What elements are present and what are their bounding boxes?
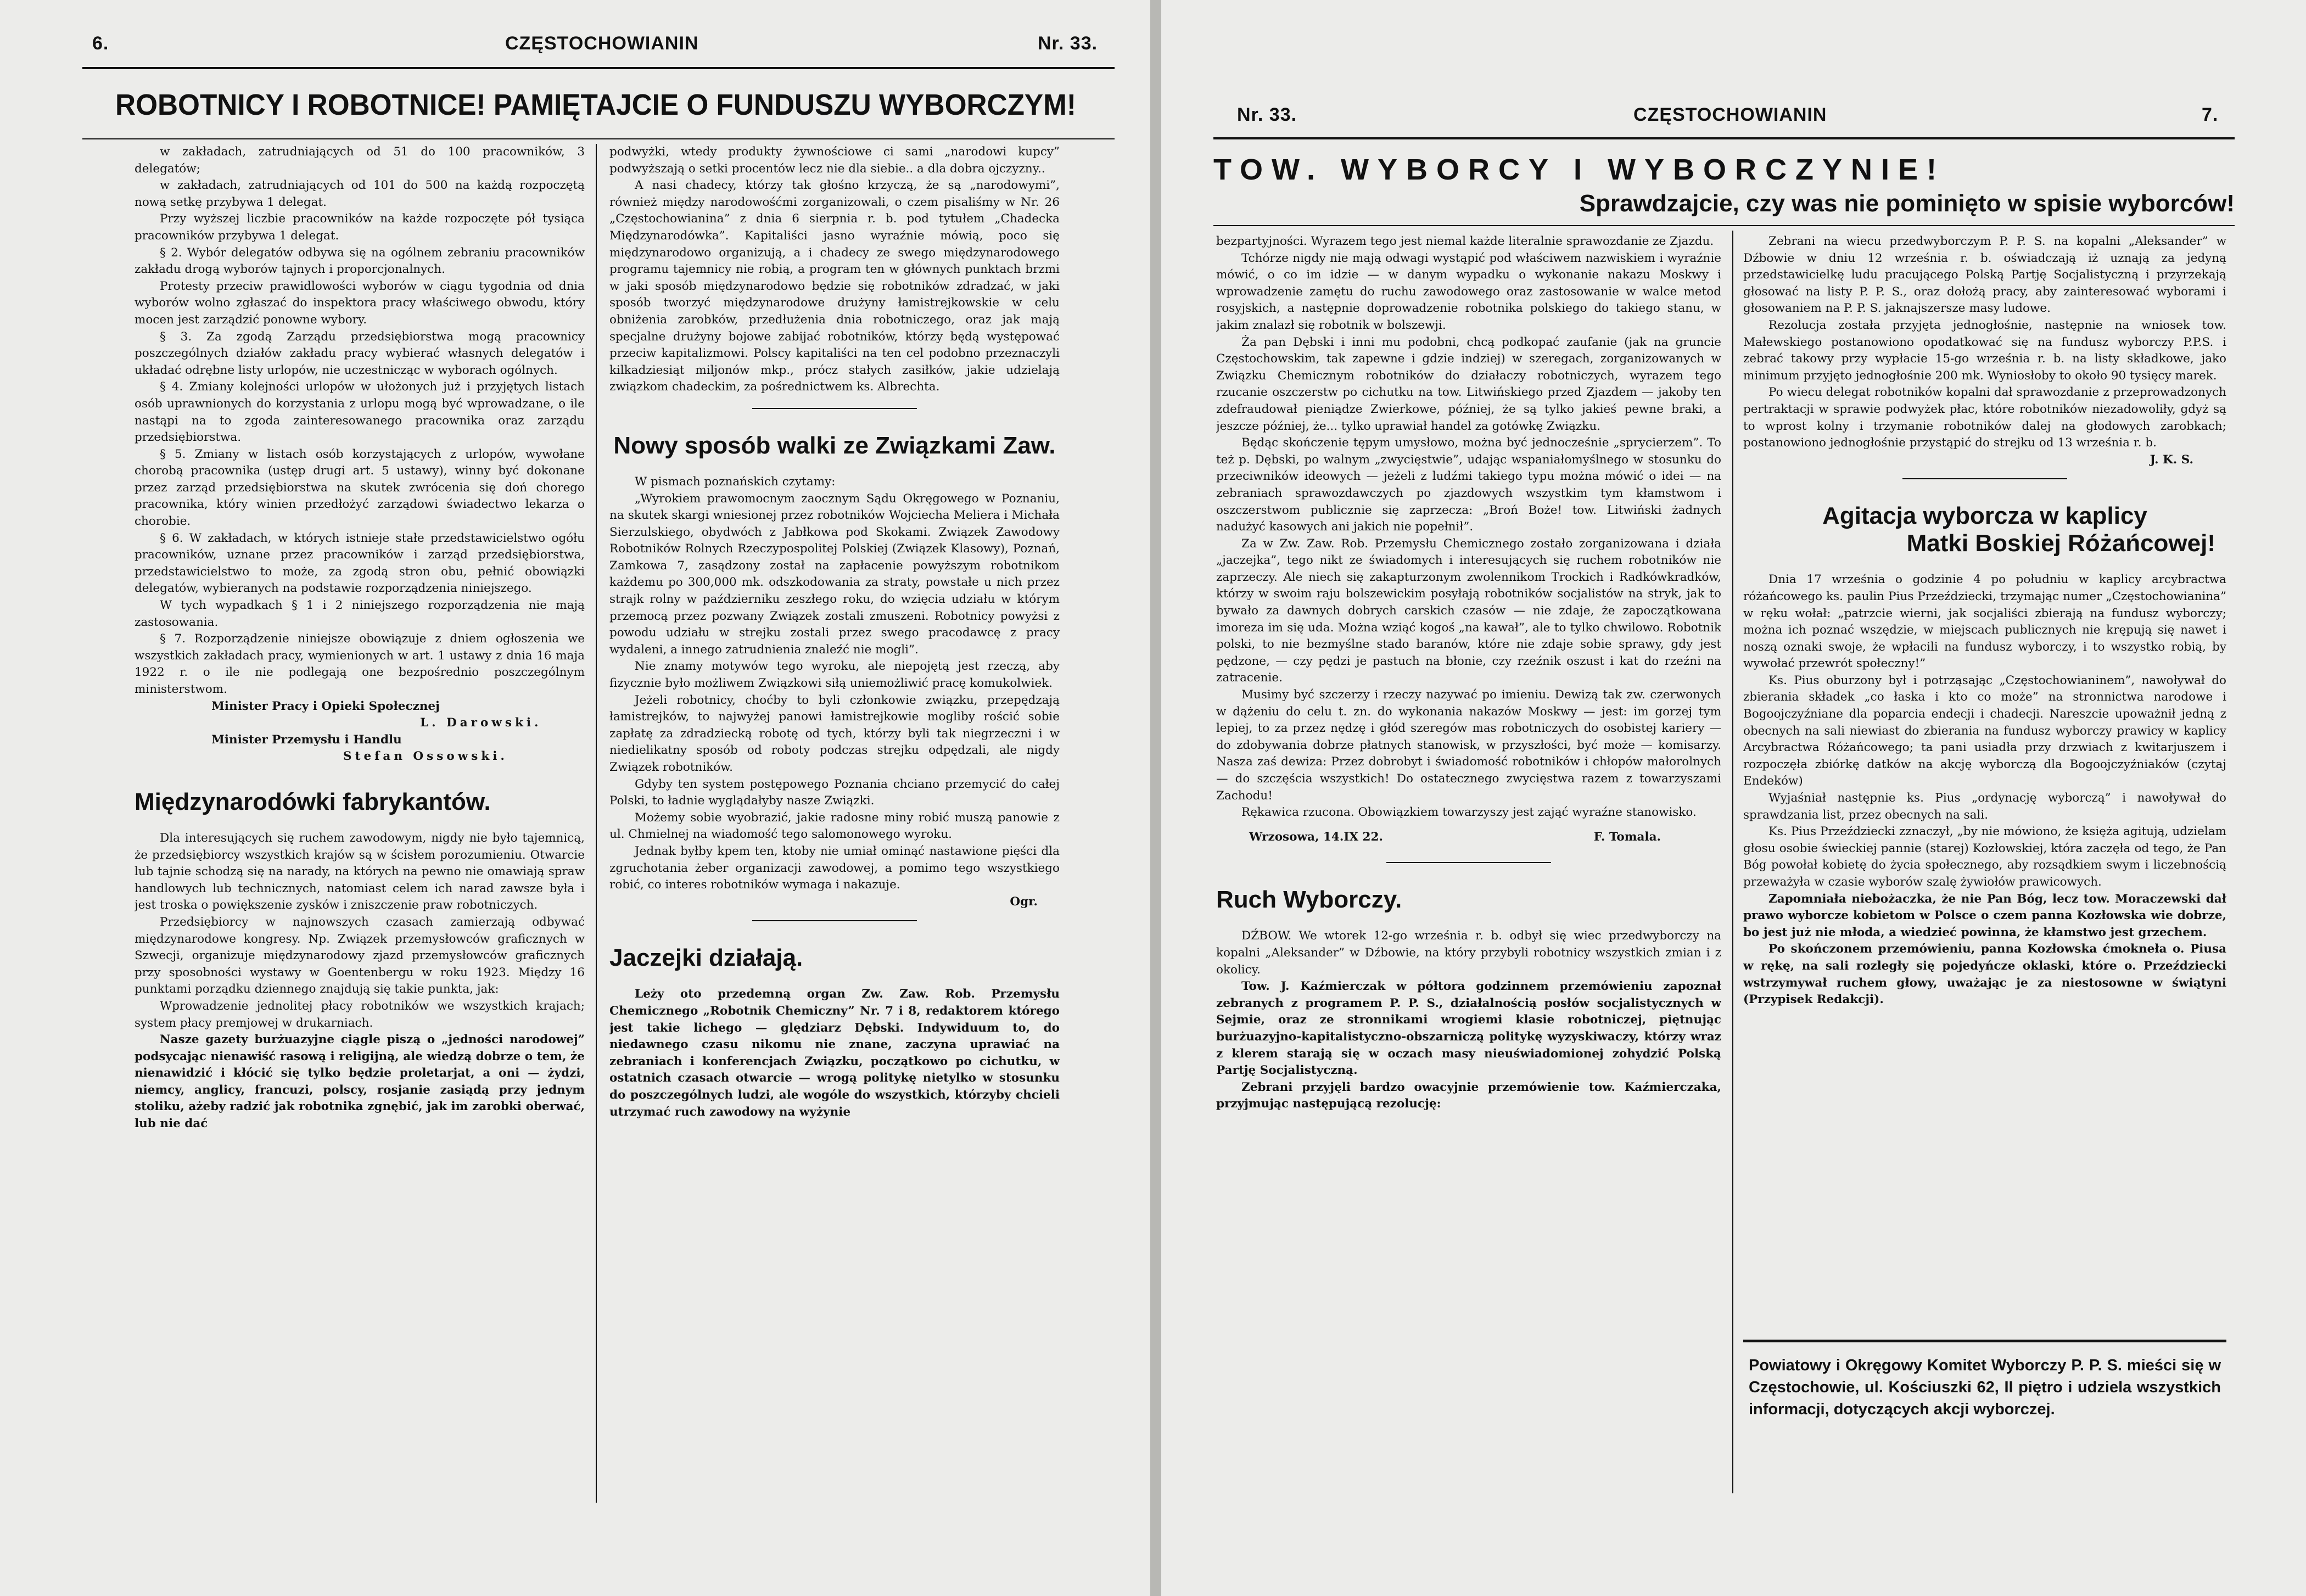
paragraph: Wprowadzenie jednolitej płacy robotników we wszystkich krajach; system płacy premjowej w drukarniach. (135, 999, 585, 1030)
article-heading: Jaczejki działają. (609, 944, 803, 972)
paragraph: bezpartyjności. Wyrazem tego jest niemal każde literalnie sprawozdanie ze Zjazdu. (1216, 234, 1714, 248)
signature-title: Minister Przemysłu i Handlu (211, 732, 402, 747)
paragraph: A nasi chadecy, którzy tak głośno krzyczą, że są „narodowymi”, również między narodowośćmi zorganizowali, o czem pisaliśmy w Nr. 26 „Częstochowianina” z dnia 6 sierpnia r. b. pod tytułem „Chadecka Międzynarodówka”. Kapitaliści jasno wyraźnie mówią, poco się międzynarodowo organizują, a i chadecy ze swego międzynarodowego programu tajemnicy nie robią, a program ten w głównych punktach brzmi w jaki sposób międzynarodowo będzie się robotników zdradzać, w jaki sposób tworzyć międzynarodowe drużyny łamistrejkowskie w celu obniżenia zarobków, przedłużenia dnia robotniczego, oraz jak mają specjalne drużyny bojowe zabijać robotników, którzy będą występować przeciw kapitalizmowi. Polscy kapitaliści na ten cel podobno przeznaczyli kilkadziesiąt miljonów mkp., prócz stałych zasiłków, jakie udzielają związkom chadeckim, za pośrednictwem ks. Albrechta. (609, 178, 1060, 394)
notice-box (1743, 1340, 2226, 1480)
paragraph: Ks. Pius Przeździecki zznaczył, „by nie mówiono, że księża agitują, udzielam głosu osobie świeckiej pannie (starej) Kozłowskiej, która zaczęła od tego, że Pan Bóg powołał kobietę do życia społecznego, aby rozsądkiem swym i liczebnością przeważyła w czasie wyborów szalę żywiołów prawicowych. (1743, 825, 2226, 889)
left-page-header (0, 33, 1150, 66)
left-page (0, 0, 1150, 1596)
paragraph: § 2. Wybór delegatów odbywa się na ogólnem zebraniu pracowników zakładu drogą wyborów tajnych i proporcjonalnych. (135, 245, 585, 277)
paragraph: w zakładach, zatrudniających od 51 do 100 pracowników, 3 delegatów; (135, 145, 585, 176)
paragraph: Zebrani na wiecu przedwyborczym P. P. S. na kopalni „Aleksander” w Dźbowie w dniu 12 września r. b. oświadczają iż uznają za jedyną przedstawicielkę ludu pracującego Polską Partję Socjalistyczną i przyrzekają głosować na listy P. P. S., oraz dołożą pracy, aby zainteresować wyborami i głosowaniem na P. P. S. jaknajszersze masy ludowe. (1743, 234, 2226, 316)
paragraph: DŹBOW. We wtorek 12-go września r. b. odbył się wiec przedwyborczy na kopalni „Aleksander” w Dźbowie, na który przybyli robotnicy wszystkich zmian i z okolicy. (1216, 929, 1721, 977)
paragraph: § 5. Zmiany w listach osób korzystających z urlopów, wywołane chorobą pracownika (ustęp drugi art. 5 ustawy), winny być dokonane przez zarząd przedsiębiorstwa na skutek zwrócenia się doń chorego pracownika, który winien przedłożyć zarządowi świadectwo lekarza o chorobie. (135, 447, 585, 529)
paragraph: Tchórze nigdy nie mają odwagi wystąpić pod właściwem nazwiskiem i wyraźnie mówić, o co im idzie — w danym wypadku o wykonanie nakazu Moskwy i wprowadzenie zamętu do ruchu zawodowego oraz zastosowanie w walce metod rosyjskich, a następnie doprowadzenie robotnika polskiego do takiego stanu, w jakim znalazł się robotnik w bolszewji. (1216, 251, 1721, 332)
header-rule (1213, 137, 2235, 139)
column-divider (1732, 231, 1733, 1493)
paragraph: Leży oto przedemną organ Zw. Zaw. Rob. Przemysłu Chemicznego „Robotnik Chemiczny” Nr. 7 i 8, redaktorem którego jest takie lichego — ględziarz Dębski. Indywiduum to, do niedawnego czasu nikomu nie znane, zaczyna uprawiać na zebraniach i konferencjach Związku, początkowo po cichutku, w ostatnich czasach otwarcie — wrogą politykę nietylko w stosunku do poszczególnych ludzi, ale wogóle do wszystkich, którzyby chcieli utrzymać ruch zawodowy na wyżynie (609, 987, 1060, 1119)
page-title: TOW. WYBORCY I WYBORCZYNIE! (1213, 153, 1946, 186)
paragraph: w zakładach, zatrudniających od 101 do 500 na każdą rozpoczętą nową setkę przybywa 1 delegat. (135, 178, 585, 209)
paragraph: Przedsiębiorcy w najnowszych czasach zamierzają odbywać międzynarodowe kongresy. Np. Związek przemysłowców graficznych w Szwecji, organizuje międzynarodowy zjazd przemysłowców graficznych przy sposobności wystawy w Goentenbergu w roku 1923. Między 16 punktami porządku dziennego znajdują się takie punkta, jak: (135, 915, 585, 996)
paragraph: Ża pan Dębski i inni mu podobni, chcą podkopać zaufanie (jak na gruncie Częstochowskim, tak zapewne i gdzie indziej) w szeregach, zorganizowanych w Związku Chemicznym robotników do działaczy robotniczych, wyrazem tego rzucanie oszczerstw po cichutku na tow. Litwińskiego przed Zjazdem — jakoby ten zdefraudował pieniądze Zwierkowe, później, że są tylko jakieś pewne braki, a jeszcze później, że... tylko uprawiał handel za gotówkę Związku. (1216, 335, 1721, 433)
issue-number: Nr. 33. (1038, 33, 1098, 54)
paragraph: Jeżeli robotnicy, choćby to byli członkowie związku, przepędzają łamistrejków, to najwyżej panowi łamistrejkowie mogliby rościć sobie zapłatę za zdradziecką robotę od tych, którzy byli tak niegrzeczni i w niedielikatny sposób od roboty podczas strejku odpędzali, ale nigdy Związek robotników. (609, 693, 1060, 774)
signature-place: Wrzosowa, 14.IX 22. (1249, 830, 1383, 844)
article-heading: Międzynarodówki fabrykantów. (135, 788, 491, 815)
paragraph: „Wyrokiem prawomocnym zaocznym Sądu Okręgowego w Poznaniu, na skutek skargi wniesionej przez robotników Wojciecha Meliera i Michała Sierzulskiego, obydwóch z Jabłkowa pod Skokami. Związek Zawodowy Robotników Rolnych Rzeczypospolitej Polskiej (Związek Klasowy), Poznań, Zamkowa 7, zasądzony został na zapłacenie powyższym robotnikom każdemu po 300,000 mk. odszkodowania za straty, powstałe u nich przez strajk rolny w październiku zeszłego roku, do wzięcia udziału w którym przemocą przez pozwany Związek zostali zmuszeni. Robotnicy powyżsi z powodu udziału w strejku zostali przez swego pracodawcę z pracy wydaleni, a innego zatrudnienia znaleźć nie mogli”. (609, 491, 1060, 657)
paragraph: Za w Zw. Zaw. Rob. Przemysłu Chemicznego zostało zorganizowana i działa „jaczejka”, tego nikt ze świadomych i interesujących się ruchem robotników nie zaprzeczy. Ale niech się zakapturzonym zwolennikom Trockich i Radkówkradków, którzy w swoim raju bolszewickim posyłają robotników socjalistów na stryk, jak to bywało za dawnych dobrych carskich czasów — nie zdaje, że zapoczątkowana imoreza im się uda. Można wziąć kogoś „na kawał”, ale to tylko chwilowo. Robotnik polski, to nie bezmyślne stado baranów, które nie zdaje sobie sprawy, gdy jest pędzone, — czy pędzi je pastuch na błonie, czy rzeźnik oszust i kat do rzeźni na zatracenie. (1216, 536, 1721, 685)
paragraph: Dla interesujących się ruchem zawodowym, nigdy nie było tajemnicą, że przedsiębiorcy wszystkich krajów są w ścisłem porozumieniu. Otwarcie lub tajnie schodzą się na narady, na których na pewno nie omawiają spraw handlowych lub technicznych, natomiast celem ich narad zawsze była i jest troska o powiększenie zysków i zniszczenie praw robotniczych. (135, 831, 585, 912)
page-number: 6. (92, 33, 109, 54)
paragraph: § 4. Zmiany kolejności urlopów w ułożonych już i przyjętych listach osób uprawnionych do korzystania z urlopu mogą być wprowadzane, o ile nastąpi na to zgoda zainteresowanego pracownika oraz zarządu przedsiębiorstwa. (135, 380, 585, 445)
separator (752, 920, 917, 921)
article-heading: Ruch Wyborczy. (1216, 886, 1402, 914)
banner-rule (82, 138, 1115, 139)
article-heading: Matki Boskiej Różańcowej! (1906, 530, 2215, 557)
paragraph: Rękawica rzucona. Obowiązkiem towarzyszy jest zająć wyraźne stanowisko. (1241, 805, 1697, 820)
paragraph: § 3. Za zgodą Zarządu przedsiębiorstwa mogą pracownicy poszczególnych działów zakładu pracy wybierać własnych delegatów i układać odrębne listy urlopów, nie uczestnicząc w wyborach ogólnych. (135, 329, 585, 377)
issue-number: Nr. 33. (1237, 104, 1297, 125)
page-subtitle: Sprawdzajcie, czy was nie pominięto w spisie wyborców! (1579, 190, 2235, 217)
paragraph: Nie znamy motywów tego wyroku, ale niepojętą jest rzeczą, aby fizycznie było możliwem Związkowi siłą uniemożliwić pracę komukolwiek. (609, 659, 1060, 691)
paragraph: Po skończonem przemówieniu, panna Kozłowska ćmokneła o. Piusa w rękę, na sali rozległy się pojedyńcze oklaski, które o. Przeździecki wstrzymywał ruchem głowy, uważając je za niestosowne w świątyni (Przypisek Redakcji). (1743, 942, 2226, 1007)
paragraph: § 7. Rozporządzenie niniejsze obowiązuje z dniem ogłoszenia we wszystkich zakładach pracy, wymienionych w art. 1 ustawy z dnia 16 maja 1922 r. o ile nie podlegają one bezpośrednio poszczególnym ministerstwom. (135, 632, 585, 696)
paragraph: Wyjaśniał następnie ks. Pius „ordynację wyborczą” i nawoływał do sprawdzania list, przez obecnych na sali. (1743, 791, 2226, 822)
paragraph: Ks. Pius oburzony był i potrząsając „Częstochowianinem”, nawoływał do zbierania składek „co łaska i kto co może” na stronnictwa narodowe i Bogoojczyźniane dla poparcia endecji i chadecji. Nareszcie upoważnił jedną z obecnych na sali niewiast do zbierania na fundusz wyborczy prawicy w kaplicy Arcybractwa Różańcowego; ta pani usiadła przy drzwiach z kwitarjuszem i rozpoczęła zbiórkę datków na akcję wyborczą dla Bogoojczyźniaków (czytaj Endeków) (1743, 673, 2226, 788)
right-column-2 (1743, 233, 2226, 1496)
paragraph: W pismach poznańskich czytamy: (635, 474, 836, 489)
left-column-2 (609, 144, 1060, 1503)
paragraph: Tow. J. Kaźmierczak w półtora godzinnem przemówieniu zapoznał zebranych z programem P. P. S., działalnością posłów socjalistycznych w Sejmie, oraz ze stronnikami wrogiemi klasie robotniczej, piętnując burżuazyjno-kapitalistyczno-obszarniczą politykę wyzyskiwaczy, którzy wraz z klerem starają się w oczach masy nieuświadomionej zohydzić Polską Partję Socjalistyczną. (1216, 979, 1721, 1078)
separator (1902, 478, 2067, 479)
left-column-1 (135, 144, 585, 1503)
signature: Ogr. (1010, 894, 1038, 909)
paragraph: § 6. W zakładach, w których istnieje stałe przedstawicielstwo ogółu pracowników, uznane przez pracowników i zarząd przedsiębiorstwa, przedstawicielstwo to może, za zgodą stron obu, pełnić obowiązki delegatów, wybieranych na podstawie rozporządzenia niniejszego. (135, 531, 585, 596)
paragraph: Dnia 17 września o godzinie 4 po południu w kaplicy arcybractwa różańcowego ks. paulin Pius Przeździecki, trzymając numer „Częstochowianina” w ręku wołał: „patrzcie wierni, jak socjaliści zbierają na fundusz wyborczy; można ich poznać wszędzie, w miejscach publicznych nie krępują się nawet i noszą oznaki swoje, że wpłacili na fundusz wyborczy, i to wszystko robią, by wywołać przewrót społeczny!” (1743, 573, 2226, 671)
signature-title: Minister Pracy i Opieki Społecznej (211, 699, 440, 713)
paragraph: W tych wypadkach § 1 i 2 niniejszego rozporządzenia nie mają zastosowania. (135, 598, 585, 629)
paragraph: Możemy sobie wyobrazić, jakie radosne miny robić muszą panowie z ul. Chmielnej na wiadomość tego salomonowego wyroku. (609, 810, 1060, 842)
separator (1386, 862, 1551, 863)
masthead: CZĘSTOCHOWIANIN (1633, 104, 1827, 125)
paragraph: podwyżki, wtedy produkty żywnościowe ci sami „narodowi kupcy” podwyższają o setki procentów lecz nie dla siebie.. a dla dobra ojczyzny.. (609, 145, 1060, 176)
paragraph: Rezolucja została przyjęta jednogłośnie, następnie na wniosek tow. Małewskiego postanowiono opodatkować się na fundusz wyborczy P.P.S. i zebrać takowy przy wypłacie 15-go września r. b. na listy składkowe, jako minimum przyjęto jednogłośnie 200 mk. Wyniosłoby to około 90 tysięcy marek. (1743, 318, 2226, 383)
signature-name: F. Tomala. (1593, 830, 1661, 844)
binding-gutter (1150, 0, 1161, 1596)
article-heading: Agitacja wyborcza w kaplicy (1822, 502, 2147, 530)
masthead: CZĘSTOCHOWIANIN (505, 33, 699, 54)
right-page (1161, 0, 2306, 1596)
paragraph: Protesty przeciw prawidlowości wyborów w ciągu tygodnia od dnia wyborów wolno zgłaszać do inspektora pracy właściwego obwodu, który mocen jest zarządzić ponowne wybory. (135, 279, 585, 327)
signature-name: Stefan Ossowski. (343, 749, 508, 764)
article-heading: Nowy sposób walki ze Związkami Zaw. (613, 432, 1056, 459)
paragraph: Jednak byłby kpem ten, ktoby nie umiał ominąć nastawione pięści dla zgruchotania żeber organizacji zawodowej, a pomimo tego wszystkiego robić, co interes robotników wymaga i nakazuje. (609, 844, 1060, 892)
signature-name: L. Darowski. (420, 716, 542, 730)
separator (752, 408, 917, 409)
signature-line (1216, 821, 1721, 846)
right-page-header (1161, 104, 2306, 137)
paragraph: Po wiecu delegat robotników kopalni dał sprawozdanie z przeprowadzonych pertraktacji w sprawie podwyżek płac, które robotników niezadowoliły, gdyż są to wprost kolny i trzymanie robotników dalej na głodowych zarobkach; postanowiono jednogłośnie przystąpić do strejku od 13 września r. b. (1743, 385, 2226, 450)
paragraph: Zapomniała niebożaczka, że nie Pan Bóg, lecz tow. Moraczewski dał prawo wyborcze kobietom w Polsce o czem panna Kozłowska wie dobrze, bo jest już nie młoda, a wiedzieć powinna, że kłamstwo jest grzechem. (1743, 892, 2226, 939)
banner-headline: ROBOTNICY I ROBOTNICE! PAMIĘTAJCIE O FUNDUSZU WYBORCZYM! (115, 88, 1076, 121)
right-column-1 (1216, 233, 1721, 1496)
paragraph: Zebrani przyjęli bardzo owacyjnie przemówienie tow. Kaźmierczaka, przyjmując następującą rezolucję: (1216, 1080, 1721, 1111)
header-rule (82, 67, 1115, 69)
column-divider (596, 144, 597, 1503)
signature: J. K. S. (2150, 452, 2193, 467)
paragraph: Przy wyższej liczbie pracowników na każde rozpoczęte pół tysiąca pracowników przybywa 1 delegat. (135, 212, 585, 243)
paragraph: Nasze gazety burżuazyjne ciągle piszą o „jedności narodowej” podsycając nienawiść rasową i religijną, ale wiedzą dobrze o tem, że nienawidzić i kłócić się tylko będzie proletarjat, a oni — żydzi, niemcy, anglicy, francuzi, polscy, rosjanie zasiądą przy jednym stoliku, ażeby radzić jak robotnika zgnębić, jak im zarobki oberwać, lub nie dać (135, 1033, 585, 1131)
notice-text: Powiatowy i Okręgowy Komitet Wyborczy P. P. S. mieści się w Częstochowie, ul. Kościuszki 62, II piętro i udziela wszystkich informacji, dotyczących akcji wyborczej. (1749, 1357, 2221, 1418)
paragraph: Gdyby ten system postępowego Poznania chciano przemycić do całej Polski, to ładnie wyglądałyby nasze Związki. (609, 777, 1060, 808)
page-number: 7. (2202, 104, 2219, 125)
title-rule (1213, 225, 2235, 226)
paragraph: Musimy być szczerzy i rzeczy nazywać po imieniu. Dewizą tak zw. czerwonych w dążeniu do celu t. zn. do wykonania nakazów Moskwy — jest: im gorzej tym lepiej, to za przez nędzę i głód szeregów mas robotniczych do osobistej kariery — do zdobywania dobrze płatnych stanowisk, w przyszłości, być może — komisarzy. Nasza zaś dewiza: Przez dobrobyt i świadomość robotników i chłopów małorolnych — do szczęścia wszystkich! Do ostatecznego zwycięstwa razem z towarzyszami Zachodu! (1216, 688, 1721, 803)
paragraph: Będąc skończenie tępym umysłowo, można być jednocześnie „sprycierzem”. To też p. Dębski, po walnym „zwycięstwie”, udając wspaniałomyślnego w stosunku do przeciwników ideowych — jeżeli z ludźmi takiego typu można mówić o idei — na zebraniach sprawozdawczych po zjazdowych wszystkim tym kłamstwom i oszczerstwom publicznie się zaprzecza: „Broń Boże! tow. Litwiński żadnych nadużyć kasowych ani jakich nie popełnił”. (1216, 436, 1721, 534)
